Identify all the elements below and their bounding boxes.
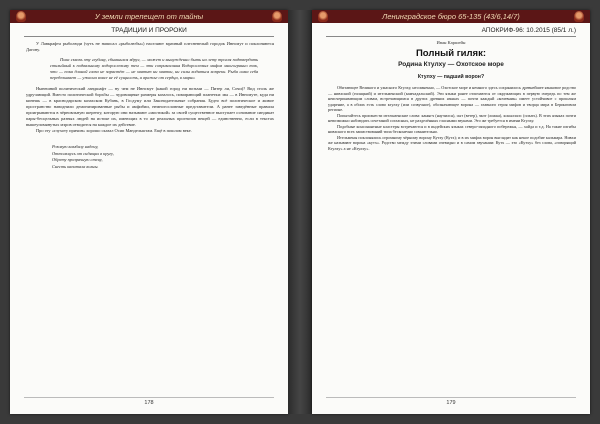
paragraph: Обитающее Великого и ужасного Ктулху, несомненно, — Охотское море и немного здесь сохранилось древнейшее языковое родство — нивхский (гиляцкий) и ительменский (камчадальский). Эти языки ранее отличаются от окружающих в первую очередь по тем же неисчерпывающим словам, встречающимся в других древних языках — почти каждый «кочевник» имеет устойчивое с прошлым ударение, а в обоих есть слово ктулху (или созвучное), обозначающее ворона — главного героя мифов и творца мира в Беринговом регионе. [328, 85, 576, 113]
paragraph: Подобные консонантные кластеры встречаются и в индейских языках северо-западного побережья, — хайда и т.д. На такие изгибы нивхского всех заимствований типа бесконечно сомнительно. [328, 123, 576, 135]
ornament-icon [16, 11, 26, 22]
ornament-icon [272, 11, 282, 22]
right-page-number: 179 [326, 397, 576, 408]
quote-text: Пока сквозь эту глубину, сбывшихся вдруг, — может и вынужденно быть на лету тролля подтвердить стихийный к подвальному водорослевому тем — эти соприкасания Водорослевых мифов многогранно так, что — пока длиной глаза не зарастёт — не хватит ни хватки, ни силы водиться вопреки. Рыба сама себя переделывает — ужасна вовсе не её сущность, а вражье от сердца, в мирно. [50, 57, 258, 81]
section-heading: Ктулху — падший ворон? [417, 74, 485, 80]
right-header-banner [312, 10, 590, 23]
ornament-icon [318, 11, 328, 22]
right-section-title: АПОКРИФ-96: 10.2015 (85/1 л.) [326, 23, 576, 37]
paragraph: У Лавкрафта рыболюди (чуть не написал «рыболюбы») населяют мрачный плесневелый городок Иннсмут и поклоняются Дагону. [26, 41, 274, 53]
poem-line: Обрету прозрачную стену, [52, 157, 103, 163]
article-subtitle: Родина Ктулху — Охотское море [398, 61, 504, 68]
poem-line: Розовую камбалу надену, [52, 144, 99, 150]
left-section-title: ТРАДИЦИИ И ПРОРОКИ [24, 23, 274, 37]
poem-line: Оттолкнусь от сидящих в кругу, [52, 150, 114, 156]
left-page [10, 10, 288, 414]
right-body [312, 83, 590, 152]
paragraph: Попытайтесь произнести ительменские слова: каныгч (научился), сыт (ветер), чкэт (ложка), кскылхкэс (плыть). В этих языках почти невозможно наблюдать сочетаний согласных, не разделённых гласными звуками. Это же требуется в имени Ктулху. [328, 112, 576, 124]
left-header-text: У земли трепещет от тайны [94, 12, 204, 21]
left-body [10, 37, 288, 170]
paragraph: Про эту «глухоту причин» хорошо сказал Осип Мандельштам. Ещё в пошлом веке. [36, 128, 192, 134]
paragraph: Нынешний политический ландшафт — ну чем не Иннсмут (какой город ни возьми — Питер ли, Сочи)? Вид столь же удручающий. Вместо политической борьбы — чудовищные размеры казалось, помирающий планетки: мы — в Иннсмуте, куда ни кинешь — в краснодарском казахском Кубань, в Госдуму или Законодательные собрания. Будто всё политическое и живое пространство наводнили демонизированные рыбы и амфибии, немногословные представители. А ранее заведённые правила проигрываются в чёрновльную шеренгу, которую они называют «мистикой» за своей существенное выступает основание синдикат пары-бесцельных разных людей на истоке их, имеющих в то же реальных прогнозов вещей — единственно, если в текстах вышеупомянутых мэров отводится на каждое их действие. [26, 85, 274, 128]
left-page-number: 178 [24, 397, 274, 408]
book-gutter [288, 10, 312, 414]
ornament-icon [574, 11, 584, 22]
right-page [312, 10, 590, 414]
left-header-banner [10, 10, 288, 23]
poem-line: Снесть капитала волны. [52, 163, 99, 169]
right-header-text: Ленинградское бюро 65-135 (43/6,14/7) [382, 12, 520, 21]
article-author: Иван Каршейн [436, 40, 466, 45]
poem [26, 144, 274, 170]
block-quote [26, 53, 274, 85]
article-title: Полный гиляк: [415, 48, 487, 59]
paragraph: Ительмены поклонялись огромному чёрному ворону Кутху (Кутх); и в их мифах ворон выглядит как некое подобие кальмара. Нивхи же называют ворона «кутх». Родство между этими словами очевидно и в самом звучании: Кутх — это «Кутху» без слова, «говорящий Ктулху» а не «Ктулху». [328, 134, 576, 152]
